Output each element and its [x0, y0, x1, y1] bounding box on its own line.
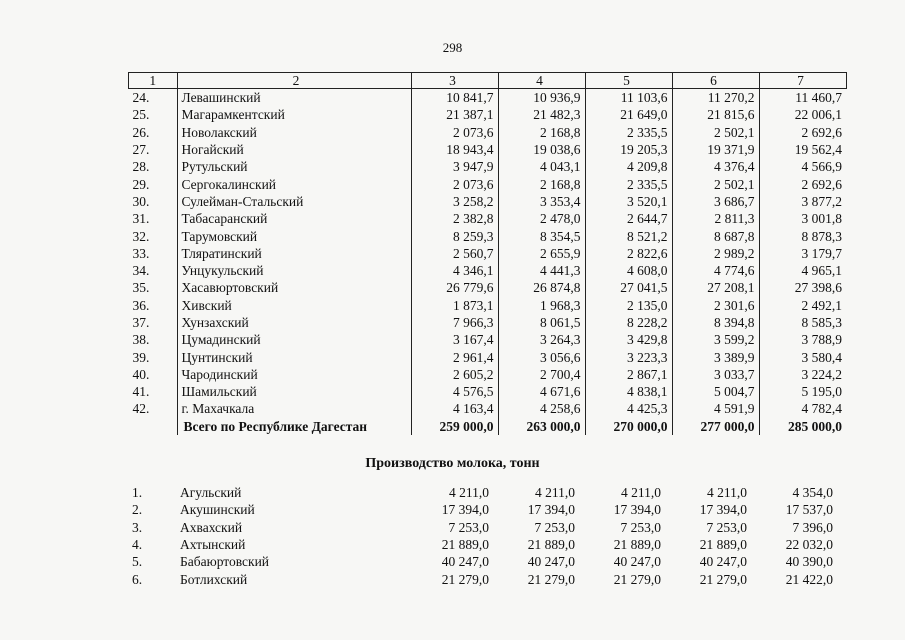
value-cell: 3 686,7	[672, 193, 759, 210]
value-cell: 4 576,5	[411, 383, 498, 400]
value-cell: 22 032,0	[785, 537, 833, 553]
value-cell: 4 441,3	[498, 262, 585, 279]
value-cell: 4 591,9	[672, 400, 759, 417]
value-cell: 3 520,1	[585, 193, 672, 210]
district-name: Хивский	[177, 297, 411, 314]
value-cell: 2 811,3	[672, 210, 759, 227]
value-cell: 3 224,2	[759, 366, 846, 383]
value-cell: 2 335,5	[585, 124, 672, 141]
value-cell: 2 168,8	[498, 124, 585, 141]
header-cell: 1	[129, 73, 178, 89]
value-cell: 8 228,2	[585, 314, 672, 331]
value-cell: 21 889,0	[441, 537, 489, 553]
district-name: Шамильский	[177, 383, 411, 400]
row-number: 42.	[132, 401, 150, 417]
value-cell: 3 167,4	[411, 331, 498, 348]
district-name: Новолакский	[177, 124, 411, 141]
row-number: 36.	[132, 297, 150, 313]
value-cell: 40 247,0	[699, 554, 747, 570]
row-number: 33.	[132, 245, 150, 261]
value-cell: 8 061,5	[498, 314, 585, 331]
value-cell: 4 425,3	[585, 400, 672, 417]
value-cell: 2 301,6	[672, 297, 759, 314]
table-row	[129, 124, 847, 141]
table-row	[129, 227, 847, 244]
district-name: Ахвахский	[180, 519, 243, 535]
value-cell: 21 279,0	[441, 571, 489, 587]
value-cell: 3 947,9	[411, 158, 498, 175]
row-number: 37.	[132, 315, 150, 330]
value-cell: 8 354,5	[498, 227, 585, 244]
value-cell: 4 211,0	[621, 485, 661, 501]
total-value: 277 000,0	[672, 418, 759, 435]
value-cell: 19 205,3	[585, 141, 672, 158]
row-number: 35.	[132, 280, 150, 296]
value-cell: 40 390,0	[785, 554, 833, 570]
value-cell: 21 422,0	[785, 571, 833, 587]
value-cell: 21 889,0	[613, 537, 661, 553]
value-cell: 21 279,0	[613, 571, 661, 587]
row-number: 41.	[132, 384, 150, 400]
value-cell: 3 353,4	[498, 193, 585, 210]
district-name: Магарамкентский	[177, 106, 411, 123]
total-row	[129, 418, 847, 435]
value-cell: 4 258,6	[498, 400, 585, 417]
row-number: 26.	[132, 124, 150, 140]
value-cell: 2 560,7	[411, 245, 498, 262]
table-row	[129, 366, 847, 383]
row-number: 32.	[132, 228, 150, 244]
table-row	[128, 570, 837, 587]
value-cell: 17 394,0	[613, 502, 661, 518]
table-row	[129, 297, 847, 314]
value-cell: 22 006,1	[759, 106, 846, 123]
value-cell: 3 429,8	[585, 331, 672, 348]
total-value: 285 000,0	[759, 418, 846, 435]
table-row	[128, 484, 837, 501]
district-name: Чародинский	[177, 366, 411, 383]
value-cell: 18 943,4	[411, 141, 498, 158]
row-number: 27.	[132, 142, 150, 158]
value-cell: 27 398,6	[759, 279, 846, 296]
row-number: 29.	[132, 176, 150, 192]
table-row	[129, 262, 847, 279]
table-row	[129, 383, 847, 400]
value-cell: 3 580,4	[759, 348, 846, 365]
value-cell: 4 043,1	[498, 158, 585, 175]
value-cell: 7 253,0	[534, 519, 575, 535]
value-cell: 3 223,3	[585, 348, 672, 365]
row-number: 6.	[132, 571, 143, 587]
value-cell: 40 247,0	[441, 554, 489, 570]
value-cell: 21 279,0	[699, 571, 747, 587]
value-cell: 3 033,7	[672, 366, 759, 383]
value-cell: 3 056,6	[498, 348, 585, 365]
district-name: Цунтинский	[177, 348, 411, 365]
row-number: 39.	[132, 349, 150, 365]
district-name: Цумадинский	[177, 331, 411, 348]
value-cell: 21 649,0	[585, 106, 672, 123]
value-cell: 40 247,0	[527, 554, 575, 570]
value-cell: 17 394,0	[441, 502, 489, 518]
table-row	[129, 158, 847, 175]
district-name: Рутульский	[177, 158, 411, 175]
value-cell: 2 867,1	[585, 366, 672, 383]
district-name: Тарумовский	[177, 227, 411, 244]
value-cell: 21 815,6	[672, 106, 759, 123]
value-cell: 2 692,6	[759, 175, 846, 192]
district-name: Агульский	[180, 485, 242, 501]
value-cell: 3 389,9	[672, 348, 759, 365]
value-cell: 2 073,6	[411, 175, 498, 192]
district-name: Бабаюртовский	[180, 554, 270, 570]
value-cell: 7 396,0	[792, 519, 833, 535]
district-name: Унцукульский	[177, 262, 411, 279]
row-number: 5.	[132, 554, 143, 570]
value-cell: 21 482,3	[498, 106, 585, 123]
district-name: Акушинский	[180, 502, 255, 518]
district-name: Сулейман-Стальский	[177, 193, 411, 210]
district-name: Ботлихский	[180, 571, 248, 587]
value-cell: 4 774,6	[672, 262, 759, 279]
value-cell: 2 822,6	[585, 245, 672, 262]
value-cell: 11 103,6	[585, 89, 672, 107]
district-name: Хасавюртовский	[177, 279, 411, 296]
value-cell: 8 585,3	[759, 314, 846, 331]
row-number: 2.	[132, 502, 143, 518]
table-row	[129, 331, 847, 348]
total-value: 270 000,0	[585, 418, 672, 435]
value-cell: 4 211,0	[449, 485, 489, 501]
value-cell: 2 492,1	[759, 297, 846, 314]
row-number: 38.	[132, 332, 150, 348]
district-name: г. Махачкала	[177, 400, 411, 417]
value-cell: 21 279,0	[527, 571, 575, 587]
table-row	[129, 175, 847, 192]
row-number: 1.	[132, 485, 143, 501]
table-row	[129, 89, 847, 107]
page-number: 298	[442, 40, 463, 55]
value-cell: 27 041,5	[585, 279, 672, 296]
value-cell: 2 502,1	[672, 124, 759, 141]
value-cell: 8 521,2	[585, 227, 672, 244]
district-name: Сергокалинский	[177, 175, 411, 192]
value-cell: 21 889,0	[699, 537, 747, 553]
table-row	[129, 141, 847, 158]
value-cell: 3 877,2	[759, 193, 846, 210]
header-cell: 2	[177, 73, 411, 89]
value-cell: 2 135,0	[585, 297, 672, 314]
value-cell: 2 655,9	[498, 245, 585, 262]
value-cell: 19 038,6	[498, 141, 585, 158]
value-cell: 3 599,2	[672, 331, 759, 348]
header-cell: 7	[759, 73, 846, 89]
value-cell: 2 692,6	[759, 124, 846, 141]
value-cell: 3 258,2	[411, 193, 498, 210]
header-cell: 6	[672, 73, 759, 89]
row-number: 25.	[132, 107, 150, 123]
value-cell: 19 562,4	[759, 141, 846, 158]
table-row	[129, 193, 847, 210]
section-title: Производство молока, тонн	[365, 456, 540, 471]
value-cell: 2 168,8	[498, 175, 585, 192]
data-table	[128, 72, 847, 435]
district-name: Ногайский	[177, 141, 411, 158]
value-cell: 17 394,0	[527, 502, 575, 518]
value-cell: 2 382,8	[411, 210, 498, 227]
value-cell: 4 782,4	[759, 400, 846, 417]
table-row	[128, 553, 837, 570]
value-cell: 26 779,6	[411, 279, 498, 296]
district-name: Тляратинский	[177, 245, 411, 262]
header-cell: 3	[411, 73, 498, 89]
milk-table	[128, 484, 837, 588]
value-cell: 19 371,9	[672, 141, 759, 158]
total-value: 263 000,0	[498, 418, 585, 435]
value-cell: 1 873,1	[411, 297, 498, 314]
row-number: 31.	[132, 211, 150, 227]
value-cell: 3 179,7	[759, 245, 846, 262]
value-cell: 40 247,0	[613, 554, 661, 570]
value-cell: 10 841,7	[411, 89, 498, 107]
district-name: Левашинский	[177, 89, 411, 107]
value-cell: 4 211,0	[535, 485, 575, 501]
table-row	[128, 519, 837, 536]
value-cell: 4 608,0	[585, 262, 672, 279]
total-label: Всего по Республике Дагестан	[177, 418, 411, 435]
value-cell: 8 687,8	[672, 227, 759, 244]
value-cell: 2 073,6	[411, 124, 498, 141]
value-cell: 17 394,0	[699, 502, 747, 518]
table-row	[129, 314, 847, 331]
value-cell: 5 195,0	[759, 383, 846, 400]
value-cell: 7 253,0	[620, 519, 661, 535]
value-cell: 7 966,3	[411, 314, 498, 331]
value-cell: 1 968,3	[498, 297, 585, 314]
row-number: 40.	[132, 366, 150, 382]
value-cell: 10 936,9	[498, 89, 585, 107]
table-row	[129, 245, 847, 262]
value-cell: 8 394,8	[672, 314, 759, 331]
value-cell: 11 460,7	[759, 89, 846, 107]
row-number	[129, 418, 178, 435]
header-cell: 4	[498, 73, 585, 89]
value-cell: 4 346,1	[411, 262, 498, 279]
value-cell: 4 211,0	[707, 485, 747, 501]
value-cell: 4 671,6	[498, 383, 585, 400]
value-cell: 8 878,3	[759, 227, 846, 244]
district-name: Табасаранский	[177, 210, 411, 227]
value-cell: 2 478,0	[498, 210, 585, 227]
value-cell: 3 264,3	[498, 331, 585, 348]
value-cell: 4 163,4	[411, 400, 498, 417]
row-number: 28.	[132, 159, 150, 175]
table-row	[129, 400, 847, 417]
value-cell: 8 259,3	[411, 227, 498, 244]
value-cell: 2 605,2	[411, 366, 498, 383]
table-row	[129, 210, 847, 227]
value-cell: 7 253,0	[706, 519, 747, 535]
value-cell: 5 004,7	[672, 383, 759, 400]
value-cell: 3 001,8	[759, 210, 846, 227]
total-value: 259 000,0	[411, 418, 498, 435]
row-number: 3.	[132, 519, 143, 535]
value-cell: 2 961,4	[411, 348, 498, 365]
table-row	[129, 106, 847, 123]
value-cell: 26 874,8	[498, 279, 585, 296]
value-cell: 2 502,1	[672, 175, 759, 192]
value-cell: 3 788,9	[759, 331, 846, 348]
value-cell: 2 700,4	[498, 366, 585, 383]
table-row	[129, 279, 847, 296]
value-cell: 21 387,1	[411, 106, 498, 123]
table-row	[128, 536, 837, 553]
value-cell: 4 376,4	[672, 158, 759, 175]
value-cell: 4 209,8	[585, 158, 672, 175]
value-cell: 21 889,0	[527, 537, 575, 553]
row-number: 34.	[132, 263, 150, 279]
row-number: 4.	[132, 537, 143, 553]
value-cell: 2 644,7	[585, 210, 672, 227]
value-cell: 27 208,1	[672, 279, 759, 296]
district-name: Хунзахский	[177, 314, 411, 331]
value-cell: 4 566,9	[759, 158, 846, 175]
value-cell: 4 838,1	[585, 383, 672, 400]
header-cell: 5	[585, 73, 672, 89]
value-cell: 4 965,1	[759, 262, 846, 279]
value-cell: 2 335,5	[585, 175, 672, 192]
value-cell: 11 270,2	[672, 89, 759, 107]
value-cell: 4 354,0	[792, 485, 833, 501]
value-cell: 7 253,0	[448, 519, 489, 535]
table-header-row	[129, 73, 847, 89]
table-row	[128, 501, 837, 518]
row-number: 24.	[132, 90, 150, 106]
value-cell: 2 989,2	[672, 245, 759, 262]
value-cell: 17 537,0	[785, 502, 833, 518]
district-name: Ахтынский	[180, 537, 246, 553]
table-row	[129, 348, 847, 365]
row-number: 30.	[132, 193, 150, 209]
